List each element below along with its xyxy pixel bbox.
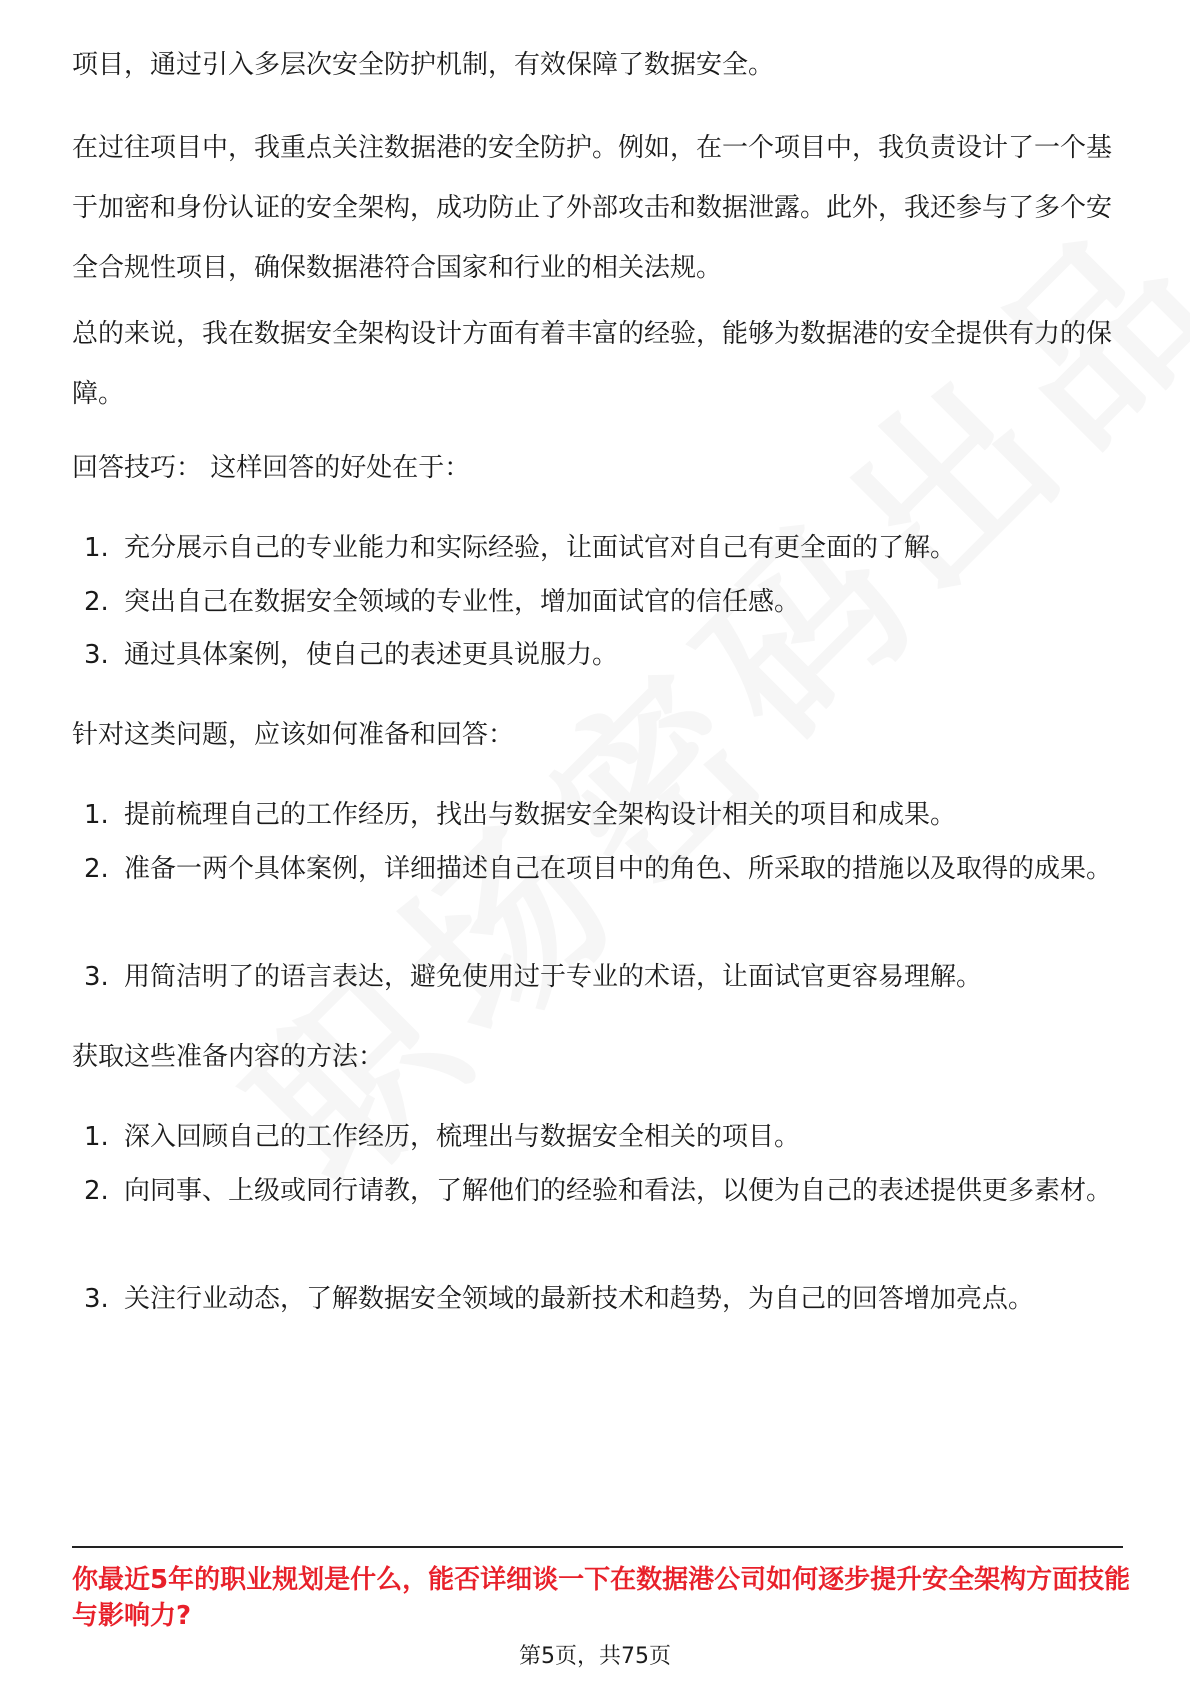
divider (72, 1546, 1123, 1548)
list-text: 提前梳理自己的工作经历，找出与数据安全架构设计相关的项目和成果。 (124, 800, 957, 830)
list-text: 充分展示自己的专业能力和实际经验，让面试官对自己有更全面的了解。 (124, 533, 957, 563)
list-text: 关注行业动态，了解数据安全领域的最新技术和趋势，为自己的回答增加亮点。 (124, 1284, 1035, 1314)
paragraph-summary: 总的来说，我在数据安全架构设计方面有着丰富的经验，能够为数据港的安全提供有力的保障。 (72, 319, 1113, 409)
list-number: 2. (84, 854, 109, 884)
list-number: 1. (84, 800, 109, 830)
list-number: 2. (84, 1176, 109, 1206)
paragraph-continuation: 项目，通过引入多层次安全防护机制，有效保障了数据安全。 (72, 50, 775, 80)
list-text: 向同事、上级或同行请教，了解他们的经验和看法，以便为自己的表述提供更多素材。 (124, 1176, 1113, 1206)
methods-heading: 获取这些准备内容的方法： (72, 1042, 385, 1072)
list-number: 3. (84, 1284, 109, 1314)
list-text: 通过具体案例，使自己的表述更具说服力。 (124, 640, 619, 670)
paragraph-past-projects: 在过往项目中，我重点关注数据港的安全防护。例如，在一个项目中，我负责设计了一个基于加密和身份认证的安全架构，成功防止了外部攻击和数据泄露。此外，我还参与了多个安全合规性项目，确保数据港符合国家和行业的相关法规。 (72, 133, 1113, 283)
next-question-heading: 你最近5年的职业规划是什么，能否详细谈一下在数据港公司如何逐步提升安全架构方面技能与影响力? (72, 1565, 1131, 1631)
list-number: 3. (84, 962, 109, 992)
page-number: 第5页，共75页 (519, 1644, 671, 1669)
list-text: 准备一两个具体案例，详细描述自己在项目中的角色、所采取的措施以及取得的成果。 (124, 854, 1113, 884)
list-text: 深入回顾自己的工作经历，梳理出与数据安全相关的项目。 (124, 1122, 801, 1152)
prepare-heading: 针对这类问题，应该如何准备和回答： (72, 720, 515, 750)
list-text: 用简洁明了的语言表达，避免使用过于专业的术语，让面试官更容易理解。 (124, 962, 983, 992)
answer-tips-heading: 回答技巧： 这样回答的好处在于： (72, 453, 471, 483)
list-number: 1. (84, 533, 109, 563)
list-number: 2. (84, 587, 109, 617)
list-text: 突出自己在数据安全领域的专业性，增加面试官的信任感。 (124, 587, 801, 617)
list-number: 1. (84, 1122, 109, 1152)
list-number: 3. (84, 640, 109, 670)
